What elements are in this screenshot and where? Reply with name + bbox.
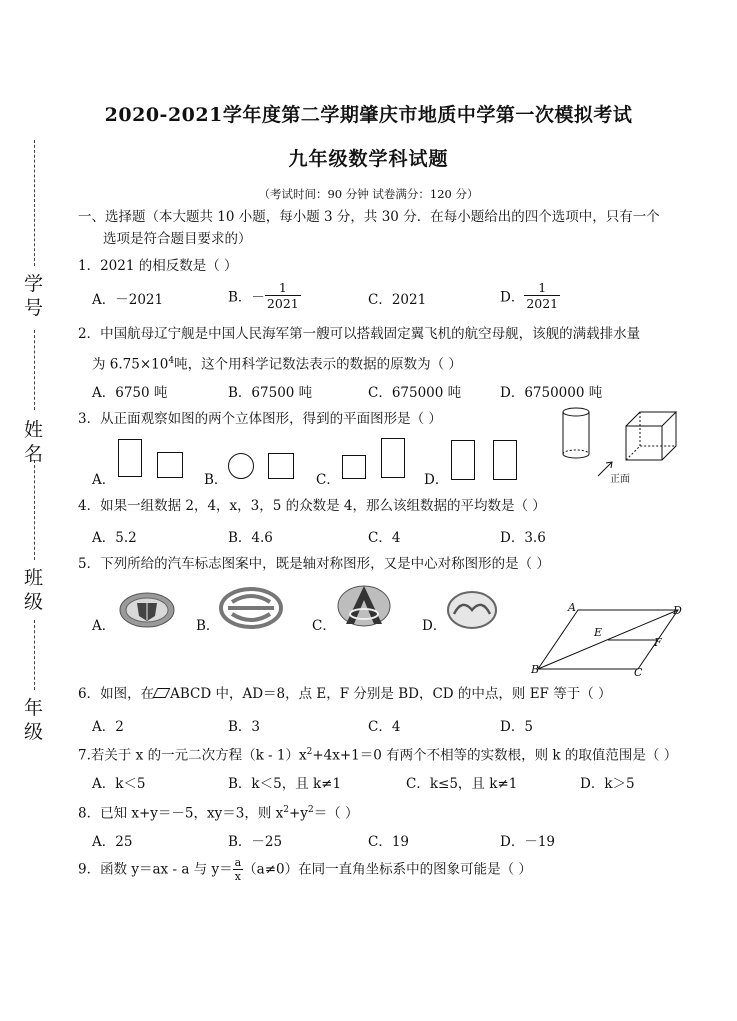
q1-stem: 1．2021 的相反数是（ ） — [78, 258, 238, 274]
q3-option-c: C． — [316, 472, 340, 488]
q9-stem: 9．函数 y＝ax - a 与 y＝ $\frac{a}{x}$ （a≠0）在同一直角坐标系中的图象可能是（ ） — [78, 856, 532, 883]
q7-stem: 7.若关于 x 的一元二次方程$(k - 1)x^2+4x+1=0$ 有两个不相等的实数根，则 k 的取值范围是（ ） — [78, 747, 678, 764]
exam-subtitle: 九年级数学科试题 — [288, 148, 449, 170]
q6-point-f: F — [654, 636, 662, 649]
q3-b-square — [268, 453, 294, 479]
q8-option-c: C．19 — [368, 834, 410, 850]
q5-a-logo-icon — [118, 590, 176, 630]
q2-stem-line2: 为 $6.75\times 10^4$吨，这个用科学记数法表示的数据的原数为（ ） — [92, 356, 462, 373]
q6-option-b: B．3 — [228, 719, 261, 735]
parallelogram-symbol-icon — [153, 688, 171, 698]
q4-stem: 4．如果一组数据 2，4，x，3，5 的众数是 4，那么该组数据的平均数是（ ） — [78, 498, 546, 514]
q6-point-e: E — [594, 626, 603, 639]
q5-stem: 5．下列所给的汽车标志图案中，既是轴对称图形，又是中心对称图形的是（ ） — [78, 556, 550, 572]
q5-d-logo-icon — [446, 590, 498, 630]
section-heading: 一、选择题（本大题共 10 小题，每小题 3 分，共 30 分．在每小题给出的四个选项中，只有一个 — [78, 209, 660, 225]
q4-option-b: B．4.6 — [228, 530, 273, 546]
section-heading-cont: 选项是符合题目要求的） — [103, 231, 252, 247]
q3-option-d: D． — [424, 472, 449, 488]
q4-option-a: A．5.2 — [92, 530, 137, 546]
q6-option-c: C．4 — [368, 719, 401, 735]
q6-stem: 6．如图，在 ABCD 中，AD＝8，点 E，F 分别是 BD，CD 的中点，则 EF 等于（ ） — [78, 686, 612, 702]
q5-option-c: C． — [312, 618, 336, 634]
q4-option-c: C．4 — [368, 530, 401, 546]
q8-stem: 8．已知 x+y＝－5，xy＝3，则 $x^2+y^2=$（ ） — [78, 805, 359, 822]
q3-a-square — [157, 452, 183, 478]
q8-option-d: D．－19 — [500, 834, 556, 850]
q6-option-d: D．5 — [500, 719, 533, 735]
q5-option-d: D． — [422, 618, 447, 634]
q6-point-d: D — [673, 604, 682, 617]
q3-b-circle — [228, 453, 254, 479]
q5-c-logo-icon — [334, 580, 394, 630]
q8-option-a: A．25 — [92, 834, 133, 850]
q3-c-rect — [381, 438, 405, 478]
q1-option-b: B．－ $\frac{1}{2021}$ — [228, 280, 299, 311]
q7-option-d: D．k＞5 — [580, 776, 635, 792]
q3-front-label: 正面 — [610, 474, 630, 485]
q7-option-b: B．k＜5，且 k≠1 — [228, 776, 342, 792]
q3-a-rect — [118, 439, 142, 477]
q6-point-c: C — [634, 666, 643, 679]
exam-info: （考试时间：90 分钟 试卷满分：120 分） — [258, 187, 479, 201]
q3-c-square — [342, 455, 366, 479]
side-label-class: 班级 — [24, 567, 44, 613]
q6-point-b: B — [531, 663, 540, 676]
q5-option-a: A． — [92, 618, 116, 634]
q6-option-a: A．2 — [92, 719, 124, 735]
q4-option-d: D．3.6 — [500, 530, 546, 546]
q2-option-c: C．675000 吨 — [368, 385, 462, 401]
q7-option-a: A．k＜5 — [92, 776, 146, 792]
q5-option-b: B． — [196, 618, 220, 634]
side-label-name: 姓名 — [24, 419, 44, 465]
binding-line — [34, 620, 35, 690]
q6-point-a: A — [568, 601, 576, 614]
q6-parallelogram-figure — [528, 600, 694, 682]
q5-b-logo-icon — [218, 586, 284, 630]
side-label-student-id: 学号 — [24, 273, 44, 319]
q3-option-a: A． — [92, 472, 116, 488]
q8-option-b: B．－25 — [228, 834, 283, 850]
binding-line — [34, 460, 35, 560]
q3-option-b: B． — [204, 472, 228, 488]
side-label-grade: 年级 — [24, 697, 44, 743]
q2-option-a: A．6750 吨 — [92, 385, 168, 401]
q2-stem-line1: 2．中国航母辽宁舰是中国人民海军第一艘可以搭载固定翼飞机的航空母舰，该舰的满载排水量 — [78, 326, 641, 342]
q7-option-c: C．k≤5，且 k≠1 — [406, 776, 518, 792]
exam-title: 2020-2021学年度第二学期肇庆市地质中学第一次模拟考试 — [104, 104, 633, 126]
q3-d-rect2 — [493, 440, 517, 480]
q2-option-d: D．6750000 吨 — [500, 385, 603, 401]
q1-option-a: A．－2021 — [92, 292, 164, 308]
q3-d-rect — [451, 440, 475, 480]
q1-option-d: D． $\frac{1}{2021}$ — [500, 280, 559, 311]
q3-stem: 3．从正面观察如图的两个立体图形，得到的平面图形是（ ） — [78, 411, 442, 427]
q1-option-c: C．2021 — [368, 292, 427, 308]
q2-option-b: B．67500 吨 — [228, 385, 313, 401]
binding-line — [34, 330, 35, 410]
